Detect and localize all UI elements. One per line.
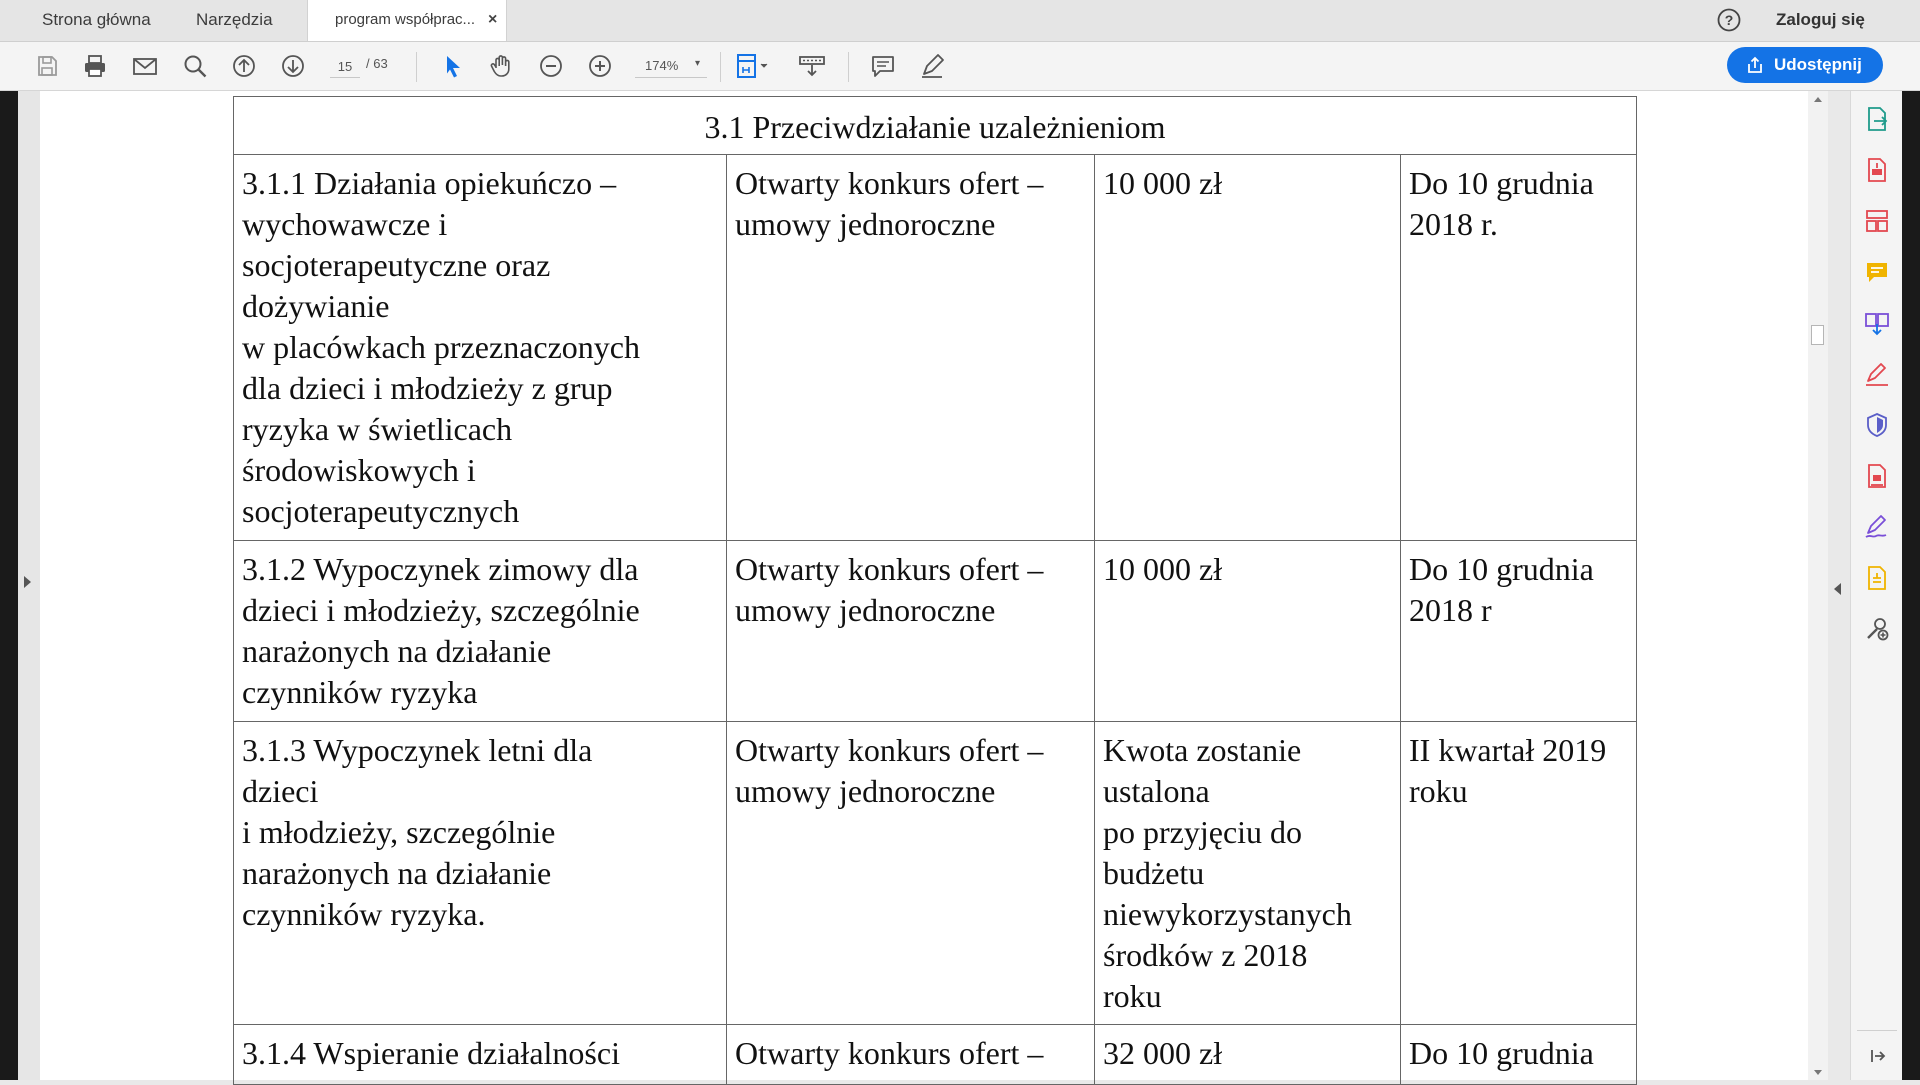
deadline-cell: Do 10 grudnia 2018 r. — [1401, 155, 1637, 541]
comment-icon[interactable] — [868, 51, 898, 81]
amount-cell: 10 000 zł — [1095, 541, 1401, 722]
share-label: Udostępnij — [1774, 55, 1862, 74]
previous-page-icon[interactable] — [229, 51, 259, 81]
task-cell: 3.1.3 Wypoczynek letni dla dzieci i młodzieży, szczególnie narażonych na działanie czynników ryzyka. — [234, 722, 727, 1025]
task-cell: 3.1.2 Wypoczynek zimowy dla dzieci i młodzieży, szczególnie narażonych na działanie czynników ryzyka — [234, 541, 727, 722]
panel-divider — [1857, 1030, 1897, 1031]
zoom-dropdown[interactable] — [635, 55, 707, 78]
collapse-panel-icon[interactable] — [1863, 1042, 1891, 1070]
collapse-right-panel-icon[interactable] — [1834, 583, 1841, 595]
table-heading-row — [234, 97, 1637, 155]
table-row — [234, 722, 1637, 1025]
form-cell: Otwarty konkurs ofert – umowy jednoroczne — [727, 155, 1095, 541]
export-pdf-icon[interactable] — [1863, 105, 1891, 133]
deadline-cell: Do 10 grudnia — [1401, 1025, 1637, 1085]
form-cell: Otwarty konkurs ofert – — [727, 1025, 1095, 1085]
tab-document[interactable] — [307, 0, 507, 41]
scroll-mode-icon[interactable] — [797, 51, 827, 81]
fit-page-icon[interactable] — [736, 51, 776, 81]
login-link[interactable]: Zaloguj się — [1776, 10, 1865, 29]
window-edge — [1902, 91, 1920, 1080]
toolbar-divider — [720, 52, 721, 82]
scroll-up-arrow-icon[interactable] — [1814, 97, 1822, 102]
table-row — [234, 541, 1637, 722]
tab-document-label: program współprac... — [335, 11, 476, 28]
task-cell: 3.1.1 Działania opiekuńczo – wychowawcze i socjoterapeutyczne oraz dożywianie w placówkach przeznaczonych dla dzieci i młodzieży z grup ryzyka w świetlicach środowiskowych i socjoterapeutycznych — [234, 155, 727, 541]
amount-cell: 10 000 zł — [1095, 155, 1401, 541]
protect-shield-icon[interactable] — [1863, 411, 1891, 439]
table-row — [234, 155, 1637, 541]
menu-tools[interactable]: Narzędzia — [196, 10, 273, 29]
tab-close-icon[interactable]: × — [488, 11, 498, 28]
vertical-scrollbar[interactable] — [1808, 91, 1828, 1080]
search-icon[interactable] — [180, 51, 210, 81]
stamp-icon[interactable] — [1863, 564, 1891, 592]
svg-text:?: ? — [1724, 12, 1734, 28]
chevron-down-icon: ▾ — [695, 58, 701, 69]
program-table — [233, 96, 1637, 1085]
zoom-value: 174% — [645, 58, 679, 73]
organize-pages-icon[interactable] — [1863, 207, 1891, 235]
print-icon[interactable] — [80, 51, 110, 81]
amount-cell: Kwota zostanie ustalona po przyjęciu do budżetu niewykorzystanych środków z 2018 roku — [1095, 722, 1401, 1025]
create-pdf-icon[interactable] — [1863, 156, 1891, 184]
table-row — [234, 1025, 1637, 1085]
task-cell: 3.1.4 Wspieranie działalności — [234, 1025, 727, 1085]
scroll-down-arrow-icon[interactable] — [1814, 1070, 1822, 1075]
scrollbar-thumb[interactable] — [1811, 325, 1824, 345]
share-icon — [1746, 56, 1764, 74]
toolbar-divider — [848, 52, 849, 82]
help-icon[interactable] — [1716, 7, 1742, 33]
fill-sign-icon[interactable] — [1863, 360, 1891, 388]
expand-arrow-icon — [24, 576, 31, 588]
left-panel-toggle[interactable] — [18, 91, 40, 1080]
compare-files-icon[interactable] — [1863, 309, 1891, 337]
section-title: 3.1 Przeciwdziałanie uzależnieniom — [234, 97, 1637, 155]
zoom-out-icon[interactable] — [536, 51, 566, 81]
toolbar-divider — [416, 52, 417, 82]
deadline-cell: II kwartał 2019 roku — [1401, 722, 1637, 1025]
deadline-cell: Do 10 grudnia 2018 r — [1401, 541, 1637, 722]
send-for-signature-icon[interactable] — [1863, 513, 1891, 541]
page-number-input[interactable] — [330, 55, 360, 78]
email-icon[interactable] — [130, 51, 160, 81]
more-tools-icon[interactable] — [1863, 615, 1891, 643]
share-button[interactable] — [1727, 47, 1883, 83]
zoom-in-icon[interactable] — [585, 51, 615, 81]
highlight-pen-icon[interactable] — [918, 51, 948, 81]
hand-tool-icon[interactable] — [487, 51, 517, 81]
menu-bar — [0, 0, 1920, 42]
form-cell: Otwarty konkurs ofert – umowy jednoroczne — [727, 541, 1095, 722]
next-page-icon[interactable] — [278, 51, 308, 81]
window-edge — [0, 91, 18, 1080]
menu-home[interactable]: Strona główna — [42, 10, 151, 29]
save-icon[interactable] — [32, 51, 62, 81]
toolbar — [0, 42, 1920, 91]
page-total: / 63 — [366, 56, 388, 71]
export-document-icon[interactable] — [1863, 462, 1891, 490]
form-cell: Otwarty konkurs ofert – umowy jednoroczne — [727, 722, 1095, 1025]
comment-panel-icon[interactable] — [1863, 258, 1891, 286]
select-tool-icon[interactable] — [438, 51, 468, 81]
amount-cell: 32 000 zł — [1095, 1025, 1401, 1085]
tools-panel — [1850, 91, 1903, 1080]
